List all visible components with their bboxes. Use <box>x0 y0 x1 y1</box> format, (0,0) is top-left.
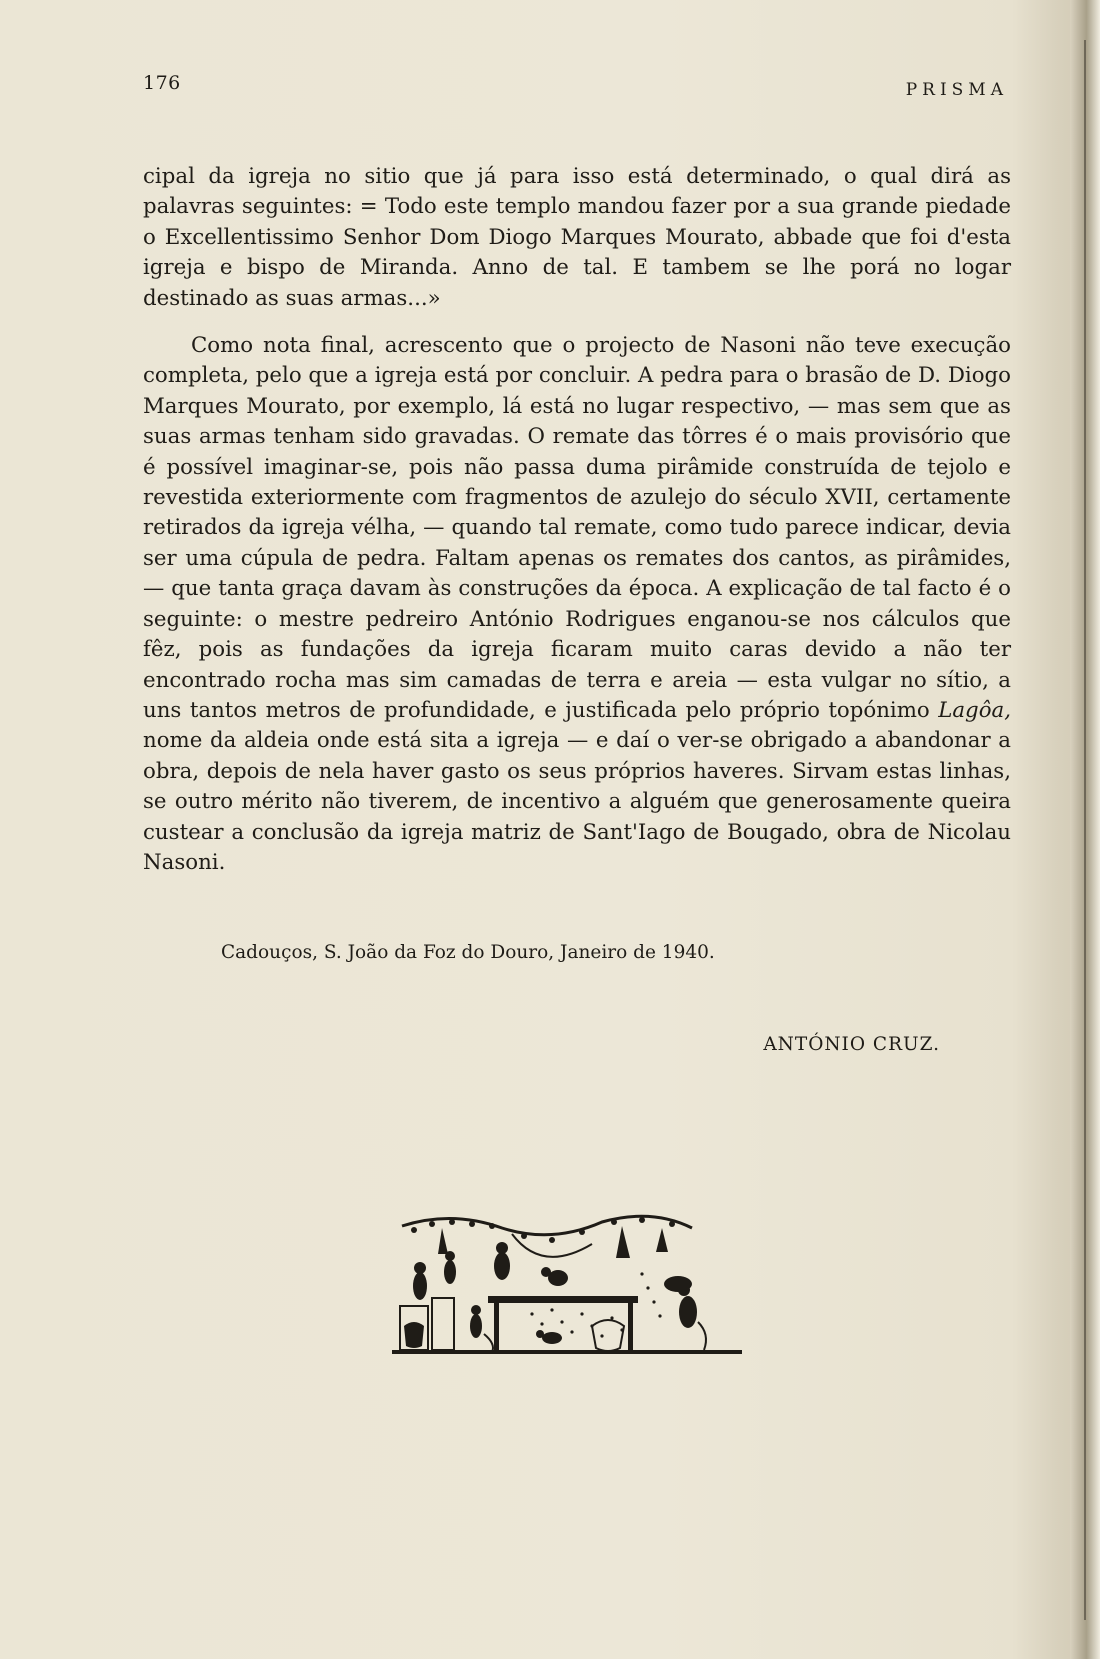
body-text <box>143 162 1011 878</box>
italic-toponym: Lagôa, <box>938 697 1011 723</box>
author-signature: ANTÓNIO CRUZ. <box>763 1034 940 1055</box>
paragraph-text-part-1: Como nota final, acrescento que o projecto de Nasoni não teve execução completa, pelo que a igreja está por concluir. A pedra para o brasão de D. Diogo Marques Mourato, por exemplo, lá está no lugar respectivo, — mas sem que as suas armas tenham sido gravadas. O remate das tôrres é o mais provisório que é possível imaginar-se, pois não passa duma pirâmide construída de tejolo e revestida exteriormente com fragmentos de azulejo do século XVII, certamente retirados da igreja vélha, — quando tal remate, como tudo parece indicar, devia ser uma cúpula de pedra. Faltam apenas os remates dos cantos, as pirâmides, — que tanta graça davam às construções da época. A explicação de tal facto é o seguinte: o mestre pedreiro António Rodrigues enganou-se nos cálculos que fêz, pois as fundações da igreja ficaram muito caras devido a não ter encontrado rocha mas sim camadas de terra e areia — esta vulgar no sítio, a uns tantos metros de profundidade, e justificada pelo próprio topónimo <box>143 333 1011 723</box>
paragraph-text-part-2: nome da aldeia onde está sita a igreja — e daí o ver-se obrigado a abandonar a obra, depois de nela haver gasto os seus próprios haveres. Sirvam estas linhas, se outro mérito não tiverem, de incentivo a alguém que generosamente queira custear a conclusão da igreja matriz de Sant'Iago de Bougado, obra de Nicolau Nasoni. <box>143 728 1011 875</box>
spine-shadow-line <box>1084 40 1086 1620</box>
paragraph-quote-ending: cipal da igreja no sitio que já para isso está determinado, o qual dirá as palavras seguintes: = Todo este templo mandou fazer por a sua grande piedade o Excellentissimo Senhor Dom Diogo Marques Mourato, abbade que foi d'esta igreja e bispo de Miranda. Anno de tal. E tambem se lhe porá no logar destinado as suas armas...» <box>143 164 1011 311</box>
page-number: 176 <box>143 72 181 94</box>
dateline: Cadouços, S. João da Foz do Douro, Janeiro de 1940. <box>221 942 715 963</box>
vignette-illustration <box>392 1214 742 1356</box>
running-head: PRISMA <box>905 80 1008 100</box>
paragraph-final-note <box>143 331 1011 878</box>
